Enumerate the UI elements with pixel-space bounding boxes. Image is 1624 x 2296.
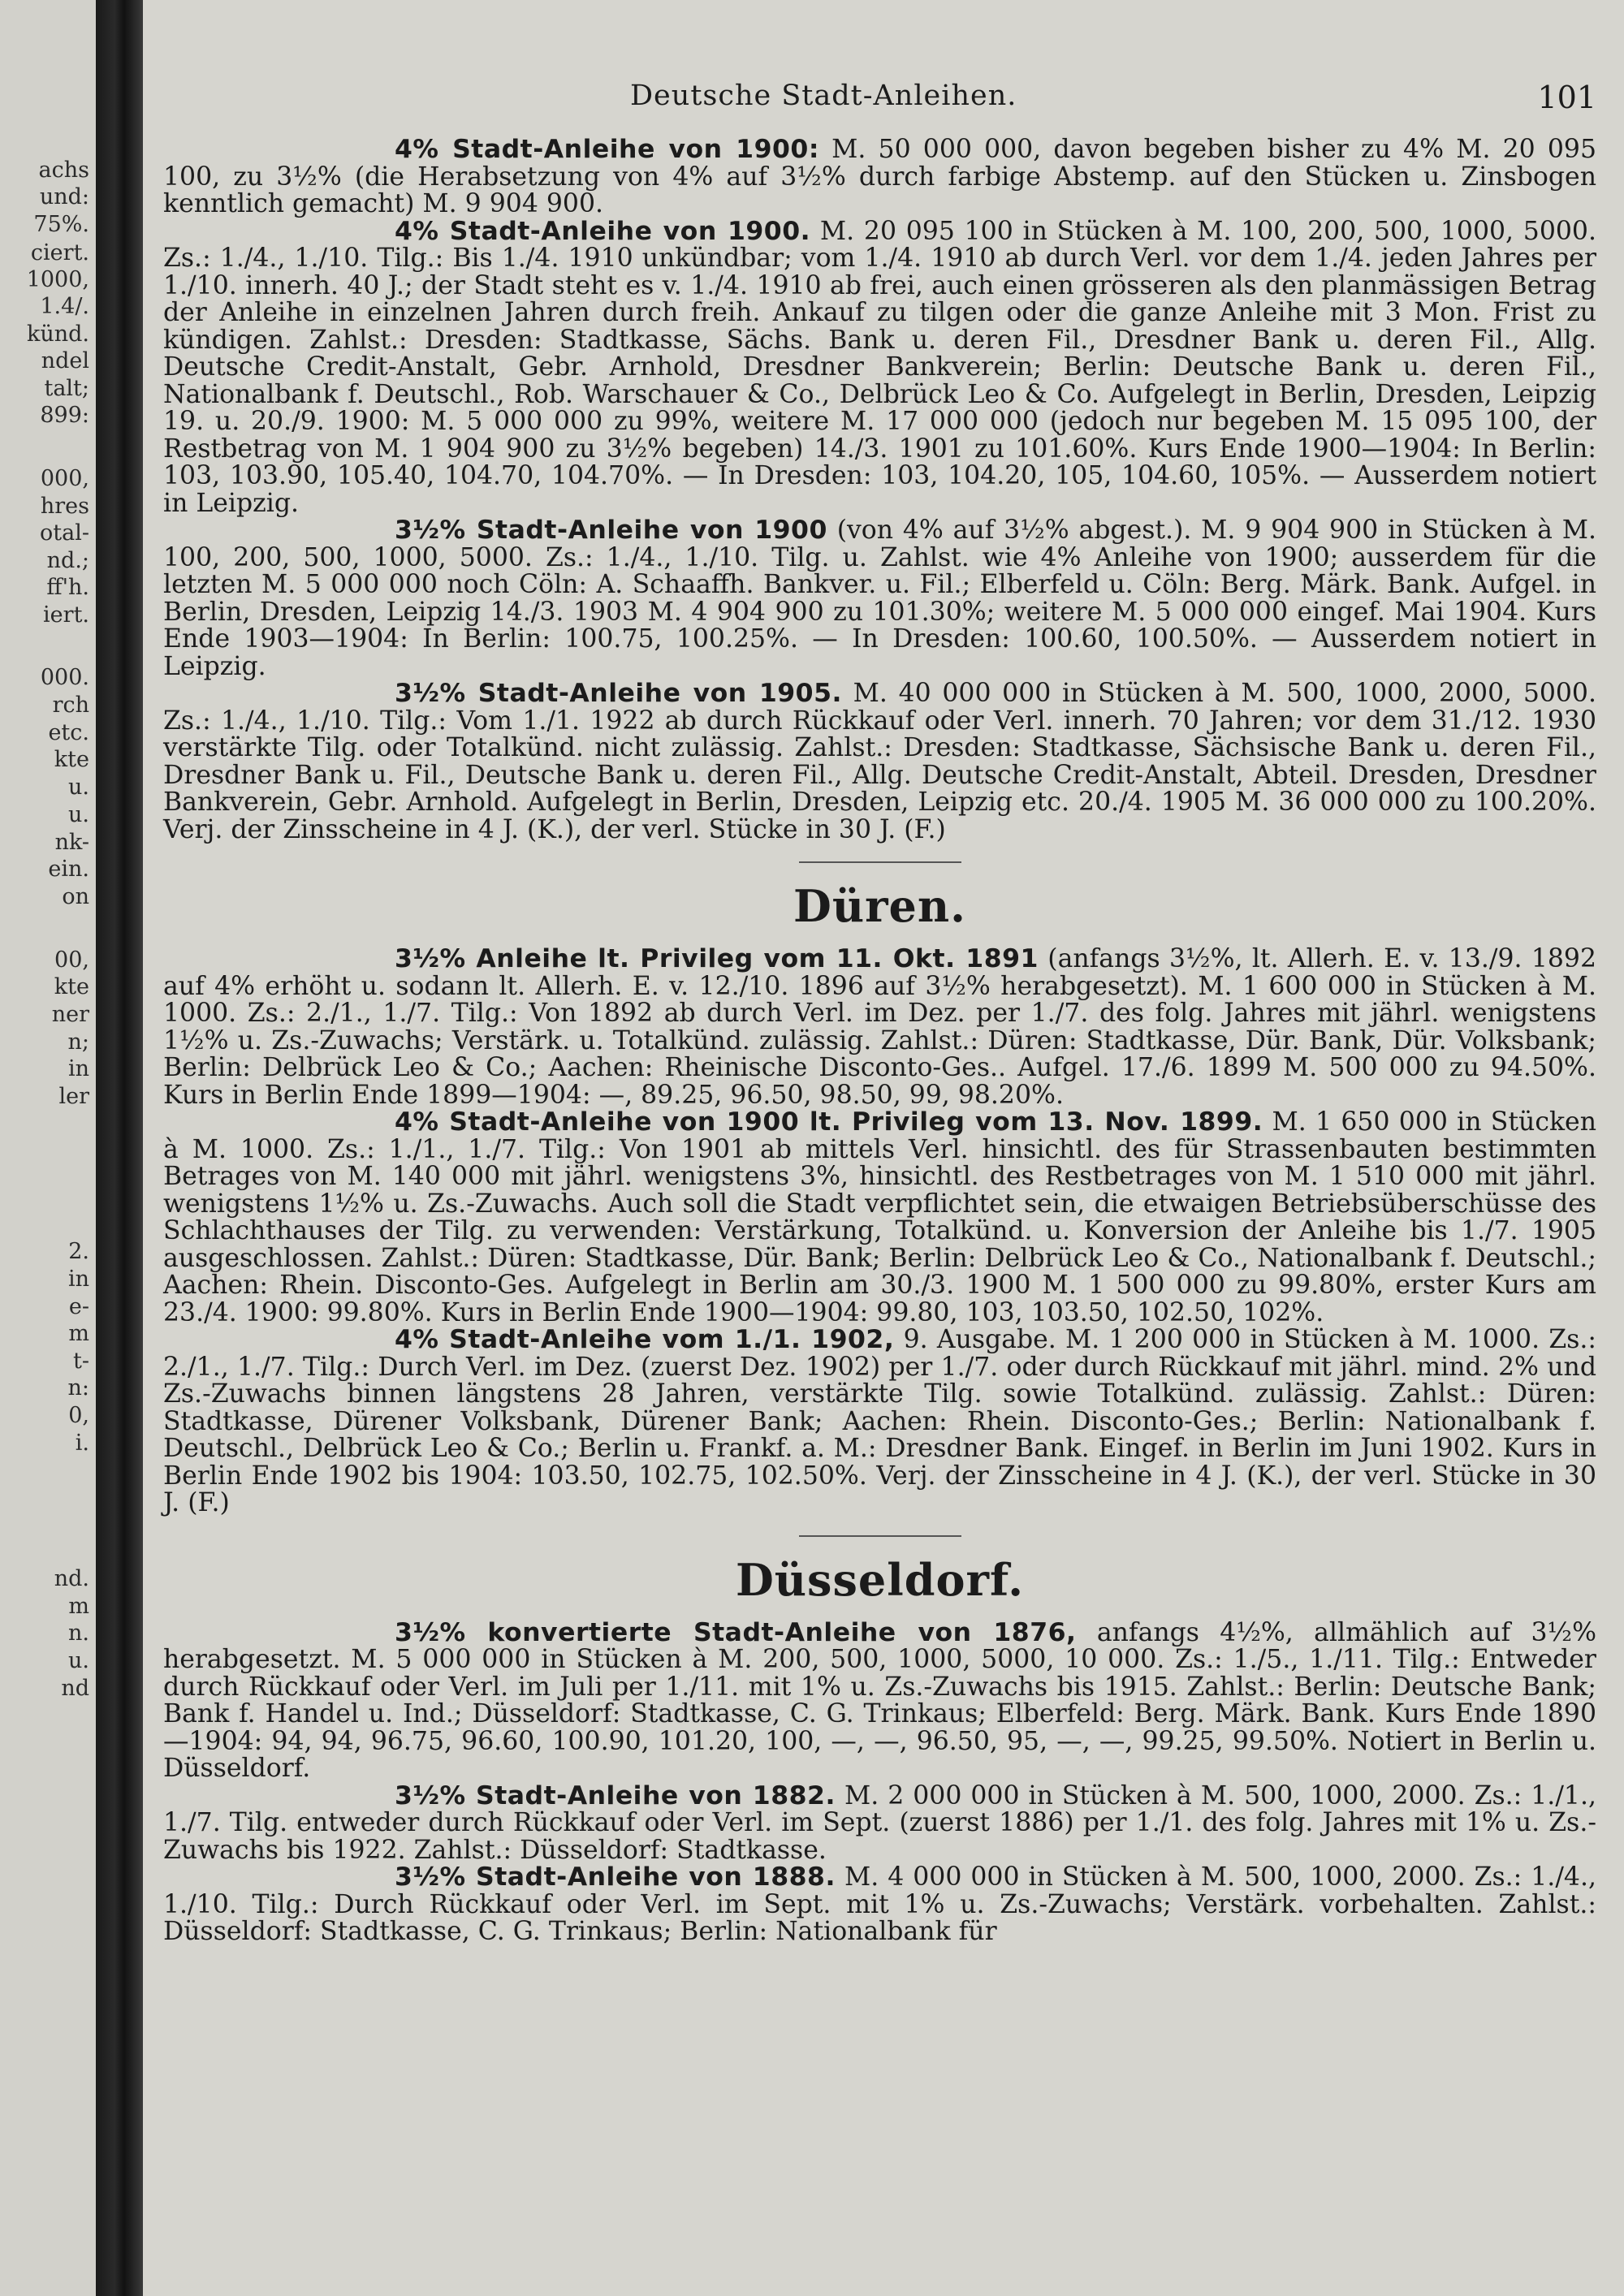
fragment-line: 75%.: [33, 212, 89, 237]
fragment-line: 000.: [40, 665, 89, 690]
fragment-line: ein.: [48, 857, 89, 882]
fragment-line: ff'h.: [46, 575, 89, 600]
bond-entry: [163, 1864, 1596, 1946]
previous-page-fragment: [0, 0, 96, 2296]
fragment-line: ner: [51, 1002, 89, 1027]
city-heading: Düren.: [793, 880, 966, 932]
running-title: Deutsche Stadt-Anleihen.: [630, 80, 1017, 112]
bond-title: 4% Stadt-Anleihe vom 1./1. 1902,: [395, 1325, 895, 1354]
bond-text: anfangs 4½%, allmählich auf 3½% herabgesetzt. M. 5 000 000 in Stücken à M. 200, 500, 1000, 5000, 10 000. Zs.: 1./5., 1./11. Tilg.: Entweder durch Rückkauf oder Verl. im Juli per 1./11. mit 1% u. Zs.-Zuwachs bis 1915. Zahlst.: Berlin: Deutsche Bank; Bank f. Handel u. Ind.; Düsseldorf: Stadtkasse, C. G. Trinkaus; Elberfeld: Berg. Märk. Bank. Kurs Ende 1890—1904: 94, 94, 96.75, 96.60, 100.90, 101.20, 100, —, —, 96.50, 95, —, —, 99.25, 99.50%. Notiert in Berlin u. Düsseldorf.: [163, 1617, 1597, 1783]
fragment-line: ler: [58, 1084, 89, 1109]
section-dueren: [163, 878, 1596, 1517]
fragment-line: in: [67, 1056, 89, 1081]
fragment-line: m: [68, 1594, 89, 1619]
fragment-line: n.: [68, 1621, 89, 1646]
fragment-line: i.: [75, 1431, 89, 1456]
fragment-line: m: [68, 1321, 89, 1346]
bond-entry: [163, 1780, 1596, 1865]
bond-entry: [163, 1109, 1596, 1327]
fragment-line: und:: [39, 184, 89, 209]
page-header: [143, 80, 1624, 120]
bond-text: M. 2 000 000 in Stücken à M. 500, 1000, 2000. Zs.: 1./1., 1./7. Tilg. entweder durch Rückkauf oder Verl. im Sept. (zuerst 1886) per 1./1. des folg. Jahres mit 1% u. Zs.-Zuwachs bis 1922. Zahlst.: Düsseldorf: Stadtkasse.: [163, 1780, 1596, 1865]
bond-title: 3½% Stadt-Anleihe von 1900: [395, 516, 827, 545]
fragment-line: otal-: [40, 520, 89, 546]
fragment-line: ciert.: [30, 240, 89, 265]
fragment-line: achs: [38, 158, 89, 183]
fragment-line: nd.;: [46, 548, 89, 573]
section-continued: [163, 136, 1596, 844]
bond-title: 4% Stadt-Anleihe von 1900 lt. Privileg vom 13. Nov. 1899.: [395, 1107, 1263, 1137]
bond-text: M. 40 000 000 in Stücken à M. 500, 1000, 2000, 5000. Zs.: 1./4., 1./10. Tilg.: Vom 1./1. 1922 ab durch Rückkauf oder Verl. innerh. 70 Jahren; vor dem 31./12. 1930 verstärkte Tilg. oder Totalkünd. nicht zulässig. Zahlst.: Dresden: Stadtkasse, Sächsische Bank u. deren Fil., Dresdner Bank u. Fil., Deutsche Bank u. deren Fil., Allg. Deutsche Credit-Anstalt, Abteil. Dresden, Dresdner Bankverein, Gebr. Arnhold. Aufgelegt in Berlin, Dresden, Leipzig etc. 20./4. 1905 M. 36 000 000 zu 100.20%. Verj. der Zinsscheine in 4 J. (K.), der verl. Stücke in 30 J. (F.): [163, 679, 1596, 844]
fragment-line: t-: [73, 1349, 89, 1374]
fragment-line: 899:: [40, 403, 89, 428]
bond-entry: [163, 218, 1596, 518]
fragment-line: talt;: [44, 376, 89, 401]
fragment-line: n:: [67, 1375, 89, 1400]
fragment-line: 0,: [68, 1403, 89, 1428]
bond-text: (von 4% auf 3½% abgest.). M. 9 904 900 in Stücken à M. 100, 200, 500, 1000, 5000. Zs.: 1./4., 1./10. Tilg. u. Zahlst. wie 4% Anleihe von 1900; ausserdem für die letzten M. 5 000 000 noch Cöln: A. Schaaffh. Bankver. u. Fil.; Elberfeld u. Cöln: Berg. Märk. Bank. Aufgel. in Berlin, Dresden, Leipzig 14./3. 1903 M. 4 904 900 zu 101.30%; weitere M. 5 000 000 eingef. Mai 1904. Kurs Ende 1903—1904: In Berlin: 100.75, 100.25%. — In Dresden: 100.60, 100.50%. — Ausserdem notiert in Leipzig.: [163, 516, 1596, 681]
bond-text: 9. Ausgabe. M. 1 200 000 in Stücken à M. 1000. Zs.: 2./1., 1./7. Tilg.: Durch Verl. im Dez. (zuerst Dez. 1902) per 1./7. oder durch Rückkauf mit jährl. mind. 2% und Zs.-Zuwachs binnen längstens 28 Jahren, verstärkte Tilg. sowie Totalkünd. zulässig. Zahlst.: Düren: Stadtkasse, Dürener Volksbank, Dürener Bank; Aachen: Rhein. Disconto-Ges.; Berlin: Nationalbank f. Deutschl., Delbrück Leo & Co.; Berlin u. Frankf. a. M.: Dresdner Bank. Eingef. in Berlin im Juni 1902. Kurs in Berlin Ende 1902 bis 1904: 103.50, 102.75, 102.50%. Verj. der Zinsscheine in 4 J. (K.), der verl. Stücke in 30 J. (F.): [163, 1325, 1597, 1517]
fragment-line: e-: [68, 1294, 89, 1319]
section-duesseldorf: [163, 1552, 1596, 1946]
bond-entry: [163, 1327, 1596, 1517]
fragment-line: 1000,: [26, 267, 89, 292]
section-divider: [799, 861, 961, 863]
bond-title: 3½% konvertierte Stadt-Anleihe von 1876,: [395, 1617, 1077, 1647]
page-content: [163, 136, 1596, 1946]
fragment-line: u.: [68, 1648, 89, 1673]
fragment-line: nk-: [54, 830, 89, 855]
fragment-line: hres: [40, 494, 89, 519]
fragment-line: in: [67, 1267, 89, 1292]
fragment-line: nd: [61, 1676, 89, 1701]
fragment-line: 1.4/.: [40, 294, 89, 319]
fragment-line: iert.: [43, 602, 89, 628]
fragment-line: u.: [68, 802, 89, 827]
bond-text: M. 20 095 100 in Stücken à M. 100, 200, 500, 1000, 5000. Zs.: 1./4., 1./10. Tilg.: Bis 1./4. 1910 unkündbar; vom 1./4. 1910 ab durch Verl. vor dem 1./4. jeden Jahres per 1./10. innerh. 40 J.; der Stadt steht es v. 1./4. 1910 ab frei, auch einen grösseren als den planmässigen Betrag der Anleihe in einzelnen Jahren durch freih. Ankauf zu tilgen oder die ganze Anleihe mit 3 Mon. Frist zu kündigen. Zahlst.: Dresden: Stadtkasse, Sächs. Bank u. deren Fil., Dresdner Bank u. deren Fil., Allg. Deutsche Credit-Anstalt, Gebr. Arnhold, Dresdner Bankverein; Berlin: Deutsche Bank u. deren Fil., Nationalbank f. Deutschl., Rob. Warschauer & Co., Delbrück Leo & Co. Aufgelegt in Berlin, Dresden, Leipzig 19. u. 20./9. 1900: M. 5 000 000 zu 99%, weitere M. 17 000 000 (jedoch nur begeben M. 15 095 100, der Restbetrag von M. 1 904 900 zu 3½% begeben) 14./3. 1901 zu 101.60%. Kurs Ende 1900—1904: In Berlin: 103, 103.90, 105.40, 104.70, 104.70%. — In Dresden: 103, 104.20, 105, 104.60, 105%. — Ausserdem notiert in Leipzig.: [163, 216, 1596, 518]
fragment-line: kte: [54, 747, 89, 772]
bond-entry: [163, 680, 1596, 844]
book-gutter: [96, 0, 143, 2296]
fragment-line: 00,: [54, 947, 89, 973]
fragment-line: ndel: [41, 348, 89, 373]
bond-entry: [163, 946, 1596, 1109]
bond-title: 3½% Stadt-Anleihe von 1888.: [395, 1862, 836, 1892]
fragment-line: etc.: [48, 720, 89, 745]
fragment-line: on: [62, 884, 89, 909]
bond-text: M. 4 000 000 in Stücken à M. 500, 1000, 2000. Zs.: 1./4., 1./10. Tilg.: Durch Rückkauf oder Verl. im Sept. mit 1% u. Zs.-Zuwachs; Verstärk. vorbehalten. Zahlst.: Düsseldorf: Stadtkasse, C. G. Trinkaus; Berlin: Nationalbank für: [163, 1862, 1596, 1946]
bond-entry: [163, 517, 1596, 680]
bond-title: 4% Stadt-Anleihe von 1900.: [395, 216, 811, 246]
fragment-line: nd.: [54, 1566, 89, 1591]
fragment-line: n;: [67, 1029, 89, 1055]
city-heading: Düsseldorf.: [735, 1553, 1025, 1606]
fragment-line: 2.: [68, 1239, 89, 1264]
bond-title: 4% Stadt-Anleihe von 1900:: [395, 135, 819, 164]
fragment-line: rch: [52, 693, 89, 718]
fragment-line: kte: [54, 974, 89, 999]
bond-entry: [163, 1617, 1597, 1783]
bond-title: 3½% Anleihe lt. Privileg vom 11. Okt. 1891: [395, 944, 1039, 973]
bond-title: 3½% Stadt-Anleihe von 1905.: [395, 679, 842, 708]
bond-title: 3½% Stadt-Anleihe von 1882.: [395, 1780, 836, 1810]
fragment-line: 000,: [40, 466, 89, 491]
fragment-line: u.: [68, 775, 89, 800]
fragment-line: künd.: [26, 322, 89, 347]
page-number: 101: [1537, 80, 1596, 115]
bond-text: (anfangs 3½%, lt. Allerh. E. v. 13./9. 1892 auf 4% erhöht u. sodann lt. Allerh. E. v. 12./10. 1896 auf 3½% herabgesetzt). M. 1 600 000 in Stücken à M. 1000. Zs.: 2./1., 1./7. Tilg.: Von 1892 ab durch Verl. im Dez. per 1./7. des folg. Jahres mit jährl. wenigstens 1½% u. Zs.-Zuwachs; Verstärk. u. Totalkünd. zulässig. Zahlst.: Düren: Stadtkasse, Dür. Bank, Dür. Volksbank; Berlin: Delbrück Leo & Co.; Aachen: Rheinische Disconto-Ges.. Aufgel. 17./6. 1899 M. 500 000 zu 94.50%. Kurs in Berlin Ende 1899—1904: —, 89.25, 96.50, 98.50, 99, 98.20%.: [163, 944, 1597, 1110]
document-page: [143, 0, 1624, 2296]
bond-text: M. 1 650 000 in Stücken à M. 1000. Zs.: 1./1., 1./7. Tilg.: Von 1901 ab mittels Verl. hinsichtl. des für Strassenbauten bestimmten Betrages von M. 140 000 mit jährl. wenigstens 3%, hinsichtl. des Restbetrages von M. 1 510 000 mit jährl. wenigstens 1½% u. Zs.-Zuwachs. Auch soll die Stadt verpflichtet sein, die etwaigen Betriebsüberschüsse des Schlachthauses der Tilg. zu verwenden: Verstärkung, Totalkünd. u. Konversion der Anleihe bis 1./7. 1905 ausgeschlossen. Zahlst.: Düren: Stadtkasse, Dür. Bank; Berlin: Delbrück Leo & Co., Nationalbank f. Deutschl.; Aachen: Rhein. Disconto-Ges. Aufgelegt in Berlin am 30./3. 1900 M. 1 500 000 zu 99.80%, erster Kurs am 23./4. 1900: 99.80%. Kurs in Berlin Ende 1900—1904: 99.80, 103, 103.50, 102.50, 102%.: [163, 1107, 1596, 1327]
bond-entry: [163, 136, 1596, 218]
bond-text: M. 50 000 000, davon begeben bisher zu 4% M. 20 095 100, zu 3½% (die Herabsetzung von 4% auf 3½% durch farbige Abstemp. auf den Stücken u. Zinsbogen kenntlich gemacht) M. 9 904 900.: [163, 135, 1597, 218]
section-divider: [799, 1535, 961, 1537]
